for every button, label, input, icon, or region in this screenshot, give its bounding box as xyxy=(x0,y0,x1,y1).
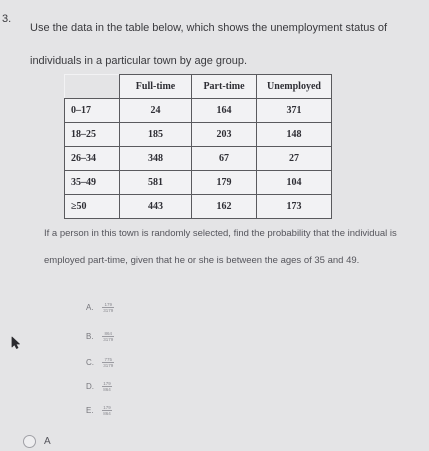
column-header: Full-time xyxy=(120,75,192,99)
table-row xyxy=(65,195,332,219)
question-prompt: Use the data in the table below, which shows the unemployment status of individuals in a particular town by age group. xyxy=(30,22,388,67)
age-group-cell: ≥50 xyxy=(65,195,120,219)
table-cell: 148 xyxy=(257,123,332,147)
age-group-cell: 35–49 xyxy=(65,171,120,195)
age-group-cell: 26–34 xyxy=(65,147,120,171)
table-cell: 179 xyxy=(192,171,257,195)
choice-letter: B. xyxy=(86,331,94,341)
choice-letter: D. xyxy=(86,381,94,391)
table-row xyxy=(65,99,332,123)
table-cell: 581 xyxy=(120,171,192,195)
table-cell: 371 xyxy=(257,99,332,123)
selected-answer-label: A xyxy=(44,436,51,447)
table-row xyxy=(65,171,332,195)
table-cell: 24 xyxy=(120,99,192,123)
choice-b[interactable] xyxy=(86,331,114,342)
probability-question: If a person in this town is randomly selected, find the probability that the individual is employed part-time, given that he or she is between the ages of 35 and 49. xyxy=(44,228,397,266)
table-row xyxy=(65,147,332,171)
question-number: 3. xyxy=(2,13,12,25)
mouse-pointer-icon xyxy=(11,336,21,354)
choice-a[interactable] xyxy=(86,302,114,313)
table-header-row xyxy=(65,75,332,99)
choice-c[interactable] xyxy=(86,357,114,368)
table-cell: 27 xyxy=(257,147,332,171)
table-cell: 185 xyxy=(120,123,192,147)
choice-letter: A. xyxy=(86,302,94,312)
choice-letter: E. xyxy=(86,405,94,415)
choice-e[interactable] xyxy=(86,405,112,416)
choice-fraction: $\frac{179}{864}$ xyxy=(103,381,111,392)
column-header: Unemployed xyxy=(257,75,332,99)
table-corner-cell xyxy=(65,75,120,99)
choice-fraction: $\frac{179}{3179}$ xyxy=(103,302,114,313)
table-cell: 443 xyxy=(120,195,192,219)
table-cell: 104 xyxy=(257,171,332,195)
table-cell: 67 xyxy=(192,147,257,171)
table-row xyxy=(65,123,332,147)
table-cell: 348 xyxy=(120,147,192,171)
choice-fraction: $\frac{179}{864}$ xyxy=(103,405,111,416)
age-group-cell: 0–17 xyxy=(65,99,120,123)
choice-fraction: $\frac{775}{3179}$ xyxy=(103,357,114,368)
choice-letter: C. xyxy=(86,357,94,367)
table-cell: 162 xyxy=(192,195,257,219)
table-cell: 173 xyxy=(257,195,332,219)
table-cell: 164 xyxy=(192,99,257,123)
table-cell: 203 xyxy=(192,123,257,147)
age-group-cell: 18–25 xyxy=(65,123,120,147)
answer-radio-button[interactable] xyxy=(23,435,36,448)
column-header: Part-time xyxy=(192,75,257,99)
age-group-table xyxy=(64,74,332,219)
choice-fraction: $\frac{864}{3179}$ xyxy=(103,331,114,342)
choice-d[interactable] xyxy=(86,381,112,392)
